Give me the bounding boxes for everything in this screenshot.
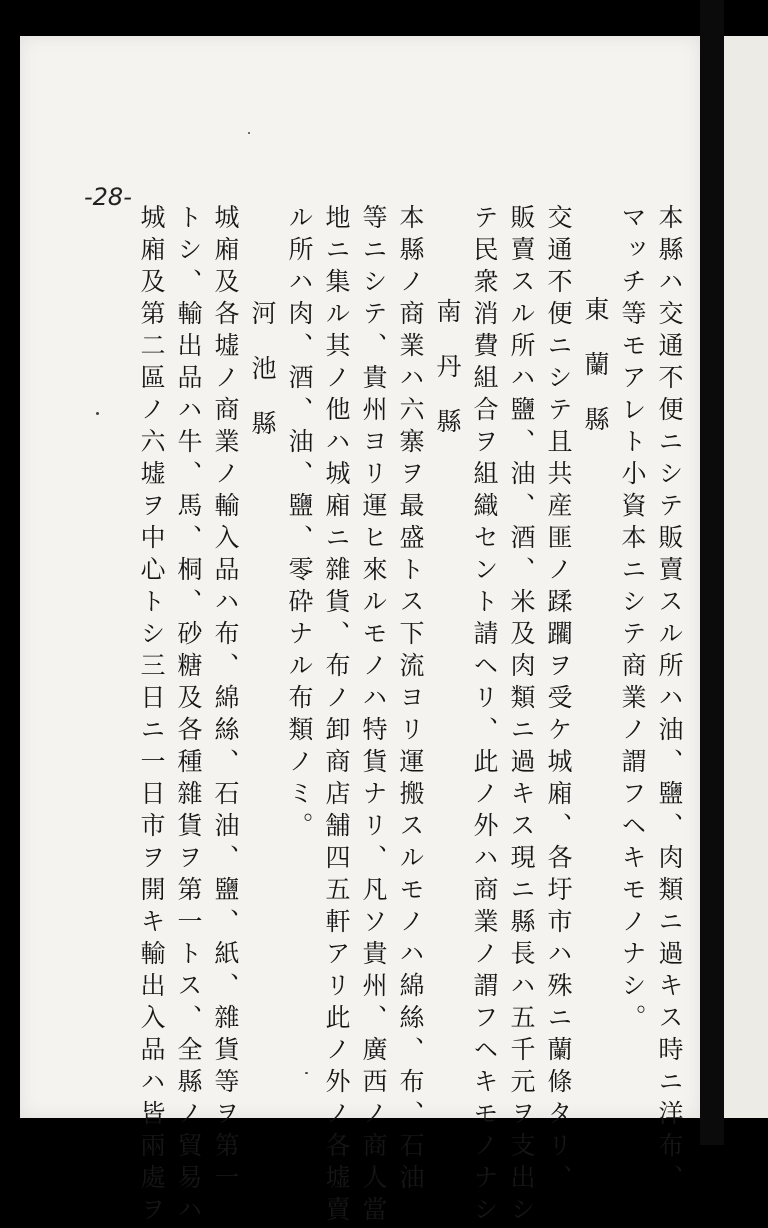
paper-speck <box>305 1072 308 1074</box>
page-number: -28- <box>84 183 132 211</box>
text-column-4: 交通不便ニシテ且共産匪ノ蹂躙ヲ受ケ城廂、各圩市ハ殊ニ蘭條タリ、 <box>544 204 573 1196</box>
text-column-13: 城廂及各墟ノ商業ノ輸入品ハ布、綿絲、石油、鹽、紙、雜貨等ヲ第一 <box>211 204 240 1196</box>
text-column-15: 城廂及第二區ノ六墟ヲ中心トシ三日ニ一日市ヲ開キ輸出入品ハ皆兩處ヲ <box>137 204 166 1228</box>
text-column-10: 地ニ集ル其ノ他ハ城廂ニ雜貨、布ノ卸商店舗四五軒アリ此ノ外ノ各墟賣 <box>322 204 351 1228</box>
section-heading-nandan: 南丹縣 <box>433 298 462 463</box>
book-spine <box>700 0 724 1145</box>
section-heading-donglan: 東蘭縣 <box>581 296 610 461</box>
text-column-9: 等ニシテ、貴州ヨリ運ヒ來ルモノハ特貨ナリ、凡ソ貴州、廣西ノ商人當 <box>359 204 388 1228</box>
text-column-6: テ民衆消費組合ヲ組織セント請ヘリ、此ノ外ハ商業ノ謂フヘキモノナシ <box>470 204 499 1228</box>
text-column-5: 販賣スル所ハ鹽、油、酒、米及肉類ニ過キス現ニ縣長ハ五千元ヲ支出シ <box>507 204 536 1228</box>
section-heading-hechi: 河池縣 <box>248 300 277 465</box>
text-column-14: トシ、輸出品ハ牛、馬、桐、砂糖及各種雜貨ヲ第一トス、全縣ノ貿易ハ <box>174 204 203 1228</box>
paper-speck <box>248 132 250 134</box>
text-column-8: 本縣ノ商業ハ六寨ヲ最盛トス下流ヨリ運搬スルモノハ綿絲、布、石油 <box>396 204 425 1196</box>
adjacent-page-edge <box>724 36 768 1118</box>
text-column-11: ル所ハ肉、酒、油、鹽、零砕ナル布類ノミ。 <box>285 204 314 844</box>
text-column-2: マッチ等モアレト小資本ニシテ商業ノ謂フヘキモノナシ。 <box>618 204 647 1036</box>
paper-speck <box>96 412 99 415</box>
text-column-1: 本縣ハ交通不便ニシテ販賣スル所ハ油、鹽、肉類ニ過キス時ニ洋布、 <box>655 204 684 1196</box>
